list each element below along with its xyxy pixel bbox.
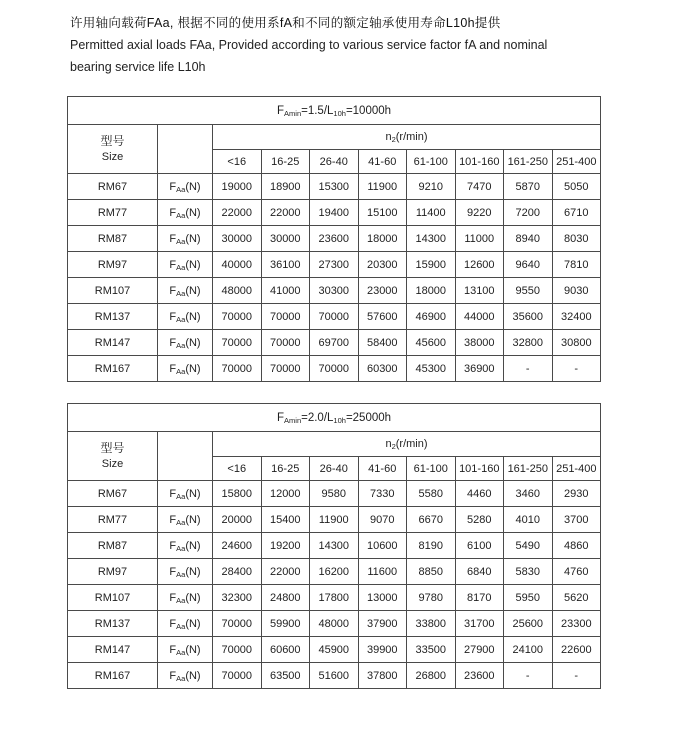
- speed-range-header: 251-400: [552, 150, 601, 174]
- load-value-cell: 13100: [455, 278, 504, 304]
- speed-group-header: $n_2(r/\min)$: [213, 125, 601, 150]
- load-value-cell: 9640: [504, 252, 553, 278]
- load-value-cell: 15900: [407, 252, 456, 278]
- load-value-cell: 24100: [504, 637, 553, 663]
- table-row: [68, 304, 601, 330]
- load-value-cell: 20300: [358, 252, 407, 278]
- load-value-cell: 19200: [261, 533, 310, 559]
- load-value-cell: 22000: [261, 200, 310, 226]
- load-value-cell: 36100: [261, 252, 310, 278]
- speed-range-header: 41-60: [358, 457, 407, 481]
- table-row: [68, 637, 601, 663]
- size-cell: RM77: [68, 200, 158, 226]
- load-value-cell: 15400: [261, 507, 310, 533]
- load-value-cell: 57600: [358, 304, 407, 330]
- load-value-cell: 70000: [261, 356, 310, 382]
- load-value-cell: 45300: [407, 356, 456, 382]
- table-title-row: [68, 404, 601, 432]
- axial-load-table-2: [67, 403, 601, 689]
- load-value-cell: 5870: [504, 174, 553, 200]
- speed-range-header: <16: [213, 457, 262, 481]
- load-value-cell: 32400: [552, 304, 601, 330]
- load-value-cell: 37800: [358, 663, 407, 689]
- load-value-cell: 30800: [552, 330, 601, 356]
- load-value-cell: 11900: [358, 174, 407, 200]
- load-value-cell: 27300: [310, 252, 359, 278]
- load-value-cell: 23600: [455, 663, 504, 689]
- unit-cell: $F_{Aa}(N)$: [158, 304, 213, 330]
- load-value-cell: 45600: [407, 330, 456, 356]
- load-value-cell: 9220: [455, 200, 504, 226]
- load-value-cell: 18000: [407, 278, 456, 304]
- table-row: [68, 663, 601, 689]
- load-value-cell: 70000: [213, 356, 262, 382]
- intro-line-english-1: Permitted axial loads FAa, Provided according to various service factor fA and nominal: [70, 38, 548, 52]
- load-value-cell: 69700: [310, 330, 359, 356]
- size-cell: RM87: [68, 226, 158, 252]
- load-value-cell: 22600: [552, 637, 601, 663]
- load-value-cell: 7330: [358, 481, 407, 507]
- load-value-cell: 5280: [455, 507, 504, 533]
- size-cell: RM77: [68, 507, 158, 533]
- table-row: [68, 356, 601, 382]
- intro-text-block: [70, 12, 630, 78]
- unit-cell: $F_{Aa}(N)$: [158, 252, 213, 278]
- load-value-cell: 48000: [213, 278, 262, 304]
- unit-cell: $F_{Aa}(N)$: [158, 559, 213, 585]
- table-title: $F_{Amin}=2.0/L_{10h}=25000h$: [68, 404, 601, 432]
- table-row: [68, 481, 601, 507]
- load-value-cell: 23300: [552, 611, 601, 637]
- table-group-header-row: [68, 432, 601, 457]
- load-value-cell: 8030: [552, 226, 601, 252]
- load-value-cell: 70000: [261, 330, 310, 356]
- table-row: [68, 252, 601, 278]
- unit-cell: $F_{Aa}(N)$: [158, 585, 213, 611]
- intro-line-english-2: bearing service life L10h: [70, 60, 206, 74]
- load-value-cell: 70000: [213, 637, 262, 663]
- load-value-cell: 46900: [407, 304, 456, 330]
- load-value-cell: 12600: [455, 252, 504, 278]
- speed-range-header: 101-160: [455, 150, 504, 174]
- table-title-row: [68, 97, 601, 125]
- load-value-cell: 37900: [358, 611, 407, 637]
- load-value-cell: 59900: [261, 611, 310, 637]
- size-cell: RM137: [68, 611, 158, 637]
- load-value-cell: 70000: [213, 330, 262, 356]
- load-value-cell: 23600: [310, 226, 359, 252]
- load-value-cell: 51600: [310, 663, 359, 689]
- load-value-cell: 63500: [261, 663, 310, 689]
- load-value-cell: 26800: [407, 663, 456, 689]
- unit-column-header: [158, 125, 213, 174]
- load-value-cell: 9780: [407, 585, 456, 611]
- load-value-cell: 4460: [455, 481, 504, 507]
- load-value-cell: 8940: [504, 226, 553, 252]
- table-group-header-row: [68, 125, 601, 150]
- unit-cell: $F_{Aa}(N)$: [158, 200, 213, 226]
- size-cell: RM147: [68, 330, 158, 356]
- load-value-cell: 60300: [358, 356, 407, 382]
- load-value-cell: -: [504, 356, 553, 382]
- load-value-cell: 7810: [552, 252, 601, 278]
- table-row: [68, 278, 601, 304]
- load-value-cell: -: [552, 663, 601, 689]
- load-value-cell: 17800: [310, 585, 359, 611]
- load-value-cell: 10600: [358, 533, 407, 559]
- load-value-cell: 15300: [310, 174, 359, 200]
- size-cell: RM87: [68, 533, 158, 559]
- load-value-cell: 33800: [407, 611, 456, 637]
- load-value-cell: 30000: [213, 226, 262, 252]
- load-value-cell: 22000: [213, 200, 262, 226]
- speed-range-header: 16-25: [261, 457, 310, 481]
- speed-range-header: 161-250: [504, 457, 553, 481]
- load-value-cell: 9030: [552, 278, 601, 304]
- load-value-cell: 31700: [455, 611, 504, 637]
- load-value-cell: 70000: [310, 304, 359, 330]
- load-value-cell: 41000: [261, 278, 310, 304]
- load-value-cell: 22000: [261, 559, 310, 585]
- load-value-cell: 7200: [504, 200, 553, 226]
- speed-range-header: 41-60: [358, 150, 407, 174]
- table-row: [68, 174, 601, 200]
- table-row: [68, 611, 601, 637]
- load-value-cell: 15800: [213, 481, 262, 507]
- load-value-cell: 16200: [310, 559, 359, 585]
- load-value-cell: 14300: [407, 226, 456, 252]
- load-value-cell: 70000: [213, 663, 262, 689]
- load-value-cell: 7470: [455, 174, 504, 200]
- load-value-cell: 8850: [407, 559, 456, 585]
- load-value-cell: 14300: [310, 533, 359, 559]
- load-value-cell: 6710: [552, 200, 601, 226]
- load-value-cell: 12000: [261, 481, 310, 507]
- load-value-cell: 9210: [407, 174, 456, 200]
- speed-range-header: 16-25: [261, 150, 310, 174]
- load-value-cell: 5620: [552, 585, 601, 611]
- unit-cell: $F_{Aa}(N)$: [158, 330, 213, 356]
- load-value-cell: 19400: [310, 200, 359, 226]
- table-row: [68, 559, 601, 585]
- size-column-header: 型号 Size: [68, 125, 158, 174]
- load-value-cell: 11000: [455, 226, 504, 252]
- load-value-cell: 24600: [213, 533, 262, 559]
- table-row: [68, 330, 601, 356]
- load-value-cell: 11600: [358, 559, 407, 585]
- size-cell: RM147: [68, 637, 158, 663]
- unit-cell: $F_{Aa}(N)$: [158, 637, 213, 663]
- size-cell: RM97: [68, 252, 158, 278]
- load-value-cell: 19000: [213, 174, 262, 200]
- table-title: $F_{Amin}=1.5/L_{10h}=10000h$: [68, 97, 601, 125]
- table-row: [68, 507, 601, 533]
- load-value-cell: 9070: [358, 507, 407, 533]
- unit-cell: $F_{Aa}(N)$: [158, 278, 213, 304]
- load-value-cell: 32800: [504, 330, 553, 356]
- speed-range-header: <16: [213, 150, 262, 174]
- load-value-cell: 70000: [213, 304, 262, 330]
- size-cell: RM67: [68, 174, 158, 200]
- load-value-cell: 2930: [552, 481, 601, 507]
- table-body: [68, 481, 601, 689]
- load-value-cell: 24800: [261, 585, 310, 611]
- load-value-cell: 45900: [310, 637, 359, 663]
- load-value-cell: -: [504, 663, 553, 689]
- size-cell: RM167: [68, 663, 158, 689]
- unit-cell: $F_{Aa}(N)$: [158, 481, 213, 507]
- unit-cell: $F_{Aa}(N)$: [158, 663, 213, 689]
- speed-range-header: 251-400: [552, 457, 601, 481]
- load-value-cell: 60600: [261, 637, 310, 663]
- load-value-cell: 6100: [455, 533, 504, 559]
- table-row: [68, 585, 601, 611]
- load-value-cell: 44000: [455, 304, 504, 330]
- load-value-cell: 6670: [407, 507, 456, 533]
- table-row: [68, 200, 601, 226]
- load-value-cell: 30000: [261, 226, 310, 252]
- load-value-cell: 8190: [407, 533, 456, 559]
- load-value-cell: 3460: [504, 481, 553, 507]
- load-value-cell: 25600: [504, 611, 553, 637]
- table-body: [68, 174, 601, 382]
- load-value-cell: 48000: [310, 611, 359, 637]
- size-cell: RM167: [68, 356, 158, 382]
- load-value-cell: 4860: [552, 533, 601, 559]
- load-value-cell: 40000: [213, 252, 262, 278]
- load-value-cell: 58400: [358, 330, 407, 356]
- load-value-cell: 70000: [213, 611, 262, 637]
- load-value-cell: 8170: [455, 585, 504, 611]
- load-value-cell: 39900: [358, 637, 407, 663]
- unit-cell: $F_{Aa}(N)$: [158, 611, 213, 637]
- load-value-cell: 23000: [358, 278, 407, 304]
- load-value-cell: 33500: [407, 637, 456, 663]
- load-value-cell: 4760: [552, 559, 601, 585]
- load-value-cell: 6840: [455, 559, 504, 585]
- load-value-cell: 27900: [455, 637, 504, 663]
- load-value-cell: 35600: [504, 304, 553, 330]
- load-value-cell: 9550: [504, 278, 553, 304]
- size-cell: RM107: [68, 278, 158, 304]
- load-value-cell: 5950: [504, 585, 553, 611]
- size-column-header: 型号 Size: [68, 432, 158, 481]
- axial-load-table-1: [67, 96, 601, 382]
- load-value-cell: 13000: [358, 585, 407, 611]
- size-cell: RM137: [68, 304, 158, 330]
- unit-column-header: [158, 432, 213, 481]
- intro-line-chinese: 许用轴向载荷FAa, 根据不同的使用系fA和不同的额定轴承使用寿命L10h提供: [70, 16, 501, 30]
- load-value-cell: 3700: [552, 507, 601, 533]
- size-cell: RM67: [68, 481, 158, 507]
- load-value-cell: 11400: [407, 200, 456, 226]
- load-value-cell: 18900: [261, 174, 310, 200]
- size-cell: RM97: [68, 559, 158, 585]
- load-value-cell: 70000: [261, 304, 310, 330]
- unit-cell: $F_{Aa}(N)$: [158, 356, 213, 382]
- speed-range-header: 61-100: [407, 457, 456, 481]
- speed-range-header: 161-250: [504, 150, 553, 174]
- load-value-cell: 38000: [455, 330, 504, 356]
- load-value-cell: 5830: [504, 559, 553, 585]
- speed-range-header: 61-100: [407, 150, 456, 174]
- load-value-cell: 20000: [213, 507, 262, 533]
- load-value-cell: 9580: [310, 481, 359, 507]
- speed-range-header: 26-40: [310, 150, 359, 174]
- unit-cell: $F_{Aa}(N)$: [158, 174, 213, 200]
- load-value-cell: 15100: [358, 200, 407, 226]
- unit-cell: $F_{Aa}(N)$: [158, 507, 213, 533]
- load-value-cell: 70000: [310, 356, 359, 382]
- table-row: [68, 533, 601, 559]
- speed-range-header: 101-160: [455, 457, 504, 481]
- load-value-cell: 32300: [213, 585, 262, 611]
- load-value-cell: -: [552, 356, 601, 382]
- load-value-cell: 18000: [358, 226, 407, 252]
- speed-group-header: $n_2(r/\min)$: [213, 432, 601, 457]
- load-value-cell: 28400: [213, 559, 262, 585]
- unit-cell: $F_{Aa}(N)$: [158, 533, 213, 559]
- load-value-cell: 5050: [552, 174, 601, 200]
- load-value-cell: 11900: [310, 507, 359, 533]
- unit-cell: $F_{Aa}(N)$: [158, 226, 213, 252]
- size-cell: RM107: [68, 585, 158, 611]
- speed-range-header: 26-40: [310, 457, 359, 481]
- table-row: [68, 226, 601, 252]
- load-value-cell: 36900: [455, 356, 504, 382]
- load-value-cell: 4010: [504, 507, 553, 533]
- load-value-cell: 5580: [407, 481, 456, 507]
- load-value-cell: 5490: [504, 533, 553, 559]
- load-value-cell: 30300: [310, 278, 359, 304]
